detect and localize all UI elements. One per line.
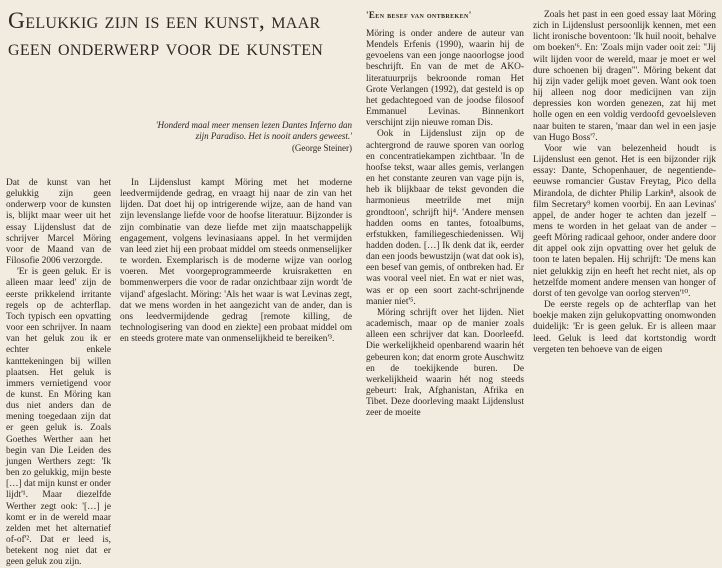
epigraph-quote: 'Honderd maal meer mensen lezen Dantes Inferno dan zijn Paradiso. Het is nooit anders geweest.' [155,120,352,142]
paragraph: Dat de kunst van het gelukkig zijn geen onderwerp voor de kunsten is, blijkt maar weer uit het essay Lijdenslust dat de schrijver Marcel Möring voor de Maand van de Filosofie 2006 verzorgde. [6,178,111,267]
epigraph [150,120,352,154]
text-column-2 [120,178,352,345]
paragraph: In Lijdenslust kampt Möring met het moderne leedvermijdende gedrag, en vraagt hij naar de zin van het lijden. Dat doet hij op intrigerende wijze, aan de hand van zijn levenslange liefde voor de hoofse literatuur. Bijzonder is zijn combinatie van deze liefde met zijn maatschappelijk engagement, volgens levinasiaans appel. In het vermijden van leed ziet hij een probaat middel om steeds onmenselijker te worden. Exemplarisch is de moderne wijze van oorlog voeren. Met voorgeprogrammeerde kruisraketten en bommenwerpers die voor de radar onzichtbaar zijn wordt 'de vijand' afgeslacht. Möring: 'Als het waar is wat Levinas zegt, dat we mens worden in het aangezicht van de ander, dan is ons leedvermijdende gedrag [remote killing, de technologisering van dood en ziekte] een probaat middel om en steeds grotere mate van onmenselijkheid te bereiken'³. [120,178,352,345]
text-column-4 [533,10,716,356]
article-title: Gelukkig zijn is een kunst, maar geen onderwerp voor de kunsten [8,8,324,61]
text-column-1 [6,178,111,568]
section-heading: 'Een besef van ontbreken' [366,10,472,20]
paragraph: Ook in Lijdenslust zijn op de achtergrond de rauwe sporen van oorlog en concentratiekampen zichtbaar. 'In de hoofse tekst, waar alles gemis, verlangen en het constante zeuren van vage pijn is, heb ik blijkbaar de tekst gevonden die harmonieus meetrilde met mijn grondtoon', schrijft hij⁴. 'Andere mensen hadden ooms en tantes, fotoalbums, erfstukken, familiegeschiedenissen. Wij hadden doden. […] Ik denk dat ik, eerder dan een joods bewustzijn (wat dat ook is), een besef van gemis, of ontbreken had. Er was vooral veel niet. En wat er niet was, was er op een soort zacht-schrijnende manier niet'⁵. [366,129,524,307]
paragraph: 'Er is geen geluk. Er is alleen maar leed' zijn de eerste prikkelend irritante regels op de achterflap. Toch typisch een opvatting voor een schrijver. In naam van het geluk zou ik er echter enkele kanttekeningen bij willen plaatsen. Het geluk is immers vernietigend voor de kunst. En Möring kan dus niet anders dan de mening toegedaan zijn dat er geen geluk is. Zoals Goethes Werther aan het begin van Die Leiden des jungen Werthers zegt: 'Ik ben zo gelukkig, mijn beste […] dat mijn kunst er onder lijdt'¹. Maar diezelfde Werther zegt ook: '[…] je komt er in de wereld maar zelden met het alternatief of-of'². Dat er leed is, betekent nog niet dat er geen geluk zou zijn. [6,267,111,568]
epigraph-author: (George Steiner) [291,142,352,153]
paragraph: Möring is onder andere de auteur van Mendels Erfenis (1990), waarin hij de gevoelens van een jonge naoorlogse jood beschrijft. En van de met de AKO-literatuurprijs bekroonde roman Het Grote Verlangen (1992), dat gesteld is op het gedachtegoed van de joodse filosoof Emmanuel Levinas. Binnenkort verschijnt zijn nieuwe roman Dis. [366,29,524,129]
text-column-3 [366,10,524,419]
paragraph: Möring schrijft over het lijden. Niet academisch, maar op de manier zoals alleen een schrijver dat kan. Doorleefd. Die werkelijkheid openbarend waarin hét gebeuren kon; dat enorm grote Auschwitz en de toekijkende buren. De werkelijkheid waarin hét nog steeds gebeurt: Irak, Afghanistan, Afrika en Tibet. Deze doorleving maakt Lijdenslust zeer de moeite [366,307,524,419]
paragraph: De eerste regels op de achterflap van het boekje maken zijn gelukopvatting onomwonden duidelijk: 'Er is geen geluk. Er is alleen maar leed. Geluk is leed dat kortstondig wordt vergeten ten behoeve van de eigen [533,300,716,355]
paragraph: Zoals het past in een goed essay laat Möring zich in Lijdenslust persoonlijk kennen, met een licht ironische boventoon: 'Ik huil nooit, behalve om boeken'⁶. En: 'Zoals mijn vader ooit zei: "Jij wilt lijden voor de wereld, maar je moet er wel dure schoenen bij dragen"'. Möring bekent dat hij zijn vader gelijk moet geven. Want ook toen hij alleen nog door medicijnen van zijn depressies kon worden genezen, zat hij met holle ogen en een voldig verdoofd gevoelsleven naar buiten te staren, 'maar dan wel in een jasje van Hugo Boss'⁷. [533,10,716,143]
paragraph: Voor wie van belezenheid houdt is Lijdenslust een genot. Het is een bijzonder rijk essay: Dante, Schopenhauer, de negentiende-eeuwse romancier Gustav Freytag, Pico della Mirandola, de dichter Philip Larkin⁸, alsook de film Secretary⁹ komen voorbij. En aan Levinas' appel, de ander hoger te achten dan jezelf – mens te worden in het gelaat van de ander – geeft Möring radicaal gehoor, onder andere door dit appel ook zijn opvatting over het geluk de toon te laten bepalen. Hij schrijft: 'De mens kan niet gelukkig zijn en heeft het recht niet, als op hetzelfde moment andere mensen van honger of dorst of ten gevolge van oorlog sterven'¹⁰. [533,143,716,299]
